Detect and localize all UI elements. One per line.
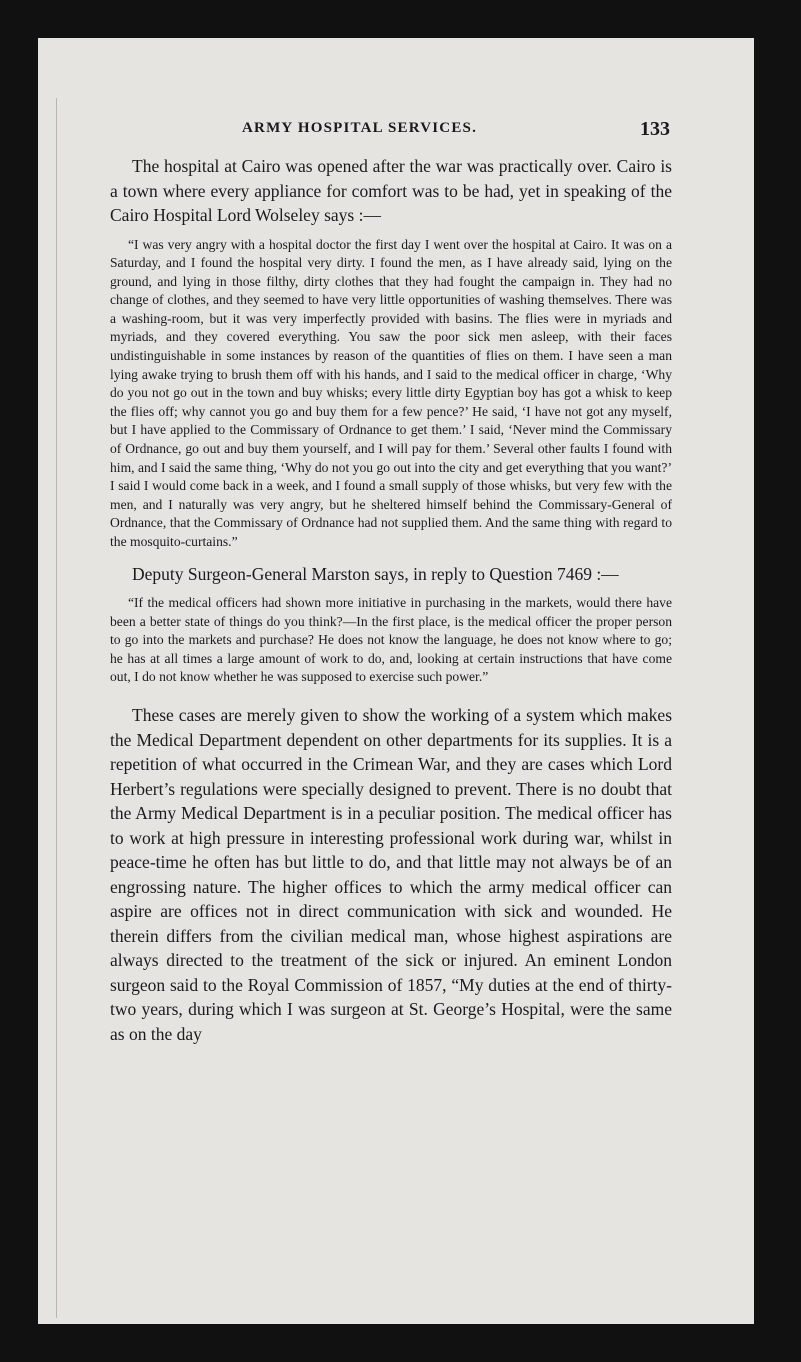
page-header <box>110 118 670 144</box>
book-page <box>38 38 754 1324</box>
page-number: 133 <box>640 118 670 140</box>
paragraph-marston: Deputy Surgeon-General Marston says, in reply to Question 7469 :— <box>132 563 619 584</box>
page-body <box>110 154 672 1046</box>
page-gutter-line <box>56 98 57 1318</box>
paragraph-intro: The hospital at Cairo was opened after the war was practically over. Cairo is a town where every appliance for comfort was to be had, yet in speaking of the Cairo Hospital Lord Wolseley says :— <box>110 156 672 225</box>
running-head: ARMY HOSPITAL SERVICES. <box>242 120 478 136</box>
paragraph-system: These cases are merely given to show the working of a system which makes the Medical Department dependent on other departments for its supplies. It is a repetition of what occurred in the Crimean War, and they are cases which Lord Herbert’s regulations were specially designed to prevent. There is no doubt that the Army Medical Department is in a peculiar position. The medical officer has to work at high pressure in interesting professional work during war, whilst in peace-time he often has but little to do, and that little may not always be of an engrossing nature. The higher offices to which the army medical officer can aspire are offices not in direct communication with sick and wounded. He therein differs from the civilian medical man, whose highest aspirations are always directed to the treatment of the sick or injured. An eminent London surgeon said to the Royal Commission of 1857, “My duties at the end of thirty-two years, during which I was surgeon at St. George’s Hospital, were the same as on the day <box>110 705 672 1044</box>
quote-wolseley: “I was very angry with a hospital doctor the first day I went over the hospital at Cairo. It was on a Saturday, and I found the hospital very dirty. I found the men, as I have already said, lying on the ground, and lying in those filthy, dirty clothes that they had fought the campaign in. They had no change of clothes, and they seemed to have very little opportunities of washing themselves. There was a washing-room, but it was very imperfectly provided with basins. The flies were in myriads and myriads, and they covered everything. You saw the poor sick men asleep, with their faces undistinguishable in some instances by reason of the quantities of flies on them. I have seen a man lying awake trying to brush them off with his hands, and I said to the medical officer in charge, ‘Why do you not go out in the town and buy whisks; every little dirty Egyptian boy has got a whisk to keep the flies off; why cannot you go and buy them for a few pence?’ He said, ‘I have not got any myself, but I have applied to the Commissary of Ordnance to get them.’ I said, ‘Never mind the Commissary of Ordnance, go out and buy them yourself, and I will pay for them.’ Several other faults I found with him, and I said the same thing, ‘Why do not you go out into the city and get everything that you want?’ I said I would come back in a week, and I found a small supply of those whisks, but very few with the men, and I naturally was very angry, but he sheltered himself behind the Commissary-General of Ordnance, that the Commissary of Ordnance had not supplied them. And the same thing with regard to the mosquito-curtains.” <box>110 236 672 549</box>
quote-marston: “If the medical officers had shown more initiative in purchasing in the markets, would there have been a better state of things do you think?—In the first place, is the medical officer the proper person to go into the markets and purchase? He does not know the language, he does not know where to go; he has at all times a large amount of work to do, and, looking at certain instructions that have come out, I do not know whether he was supposed to exercise such power.” <box>110 595 672 685</box>
